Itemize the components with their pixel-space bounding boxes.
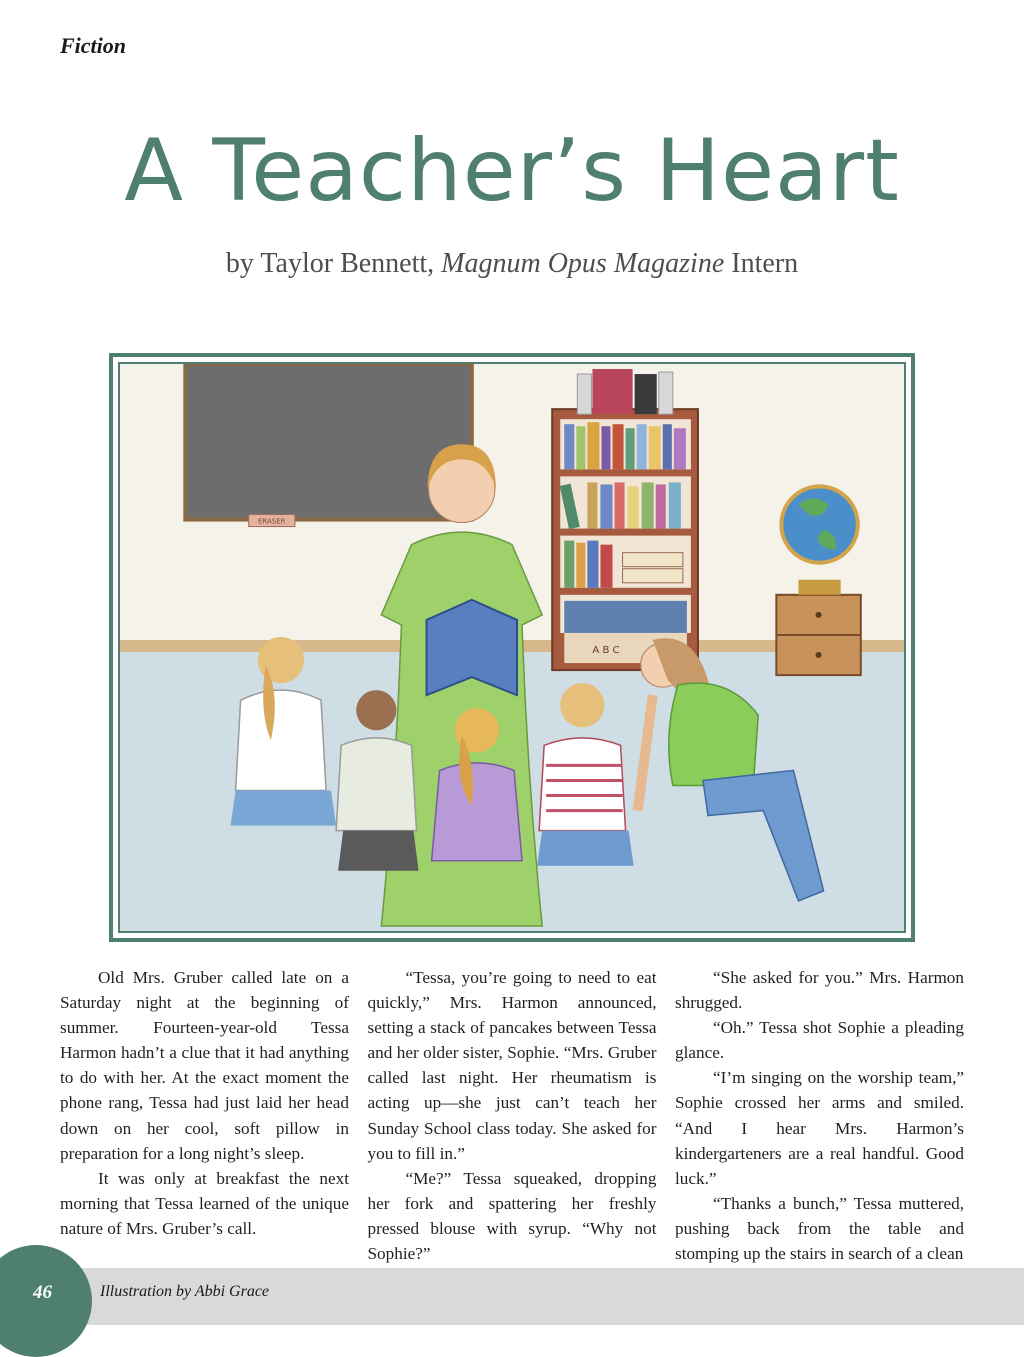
illustration-credit: Illustration by Abbi Grace: [100, 1283, 270, 1300]
page-number: 46: [33, 1282, 52, 1303]
illustration-frame: [109, 353, 915, 942]
column-1: [60, 965, 349, 1266]
classroom-illustration: [120, 364, 904, 931]
paragraph: “I’m singing on the worship team,” Sophie crossed her arms and smiled. “And I hear Mrs. Harmon’s kindergarteners are a real handful. Good luck.”: [675, 1068, 964, 1188]
paragraph: “She asked for you.” Mrs. Harmon shrugged.: [675, 968, 964, 1013]
byline-suffix: Intern: [724, 248, 799, 279]
paragraph: Old Mrs. Gruber called late on a Saturday night at the beginning of summer. Fourteen-year-old Tessa Harmon hadn’t a clue that it had anything to do with her. At the exact moment the phone rang, Tessa had just laid her head down on her cool, soft pillow in preparation for a long night’s sleep.: [60, 968, 349, 1163]
byline-prefix: by Taylor Bennett,: [225, 248, 442, 279]
column-2: [368, 965, 657, 1266]
section-label: Fiction: [60, 33, 127, 58]
paragraph: “Tessa, you’re going to need to eat quickly,” Mrs. Harmon announced, setting a stack of pancakes between Tessa and her older sister, Sophie. “Mrs. Gruber called last night. Her rheumatism is acting up—she just can’t teach her Sunday School class today. She asked for you to fill in.”: [367, 968, 657, 1163]
books-label: A B C: [592, 645, 620, 657]
paragraph: “Thanks a bunch,” Tessa muttered, pushing back from the table and stomping up the stairs in search of a clean: [675, 1193, 964, 1264]
illustration: [118, 362, 906, 933]
article-title: A Teacher’s Heart: [124, 121, 900, 221]
byline: [0, 248, 1024, 280]
bookshelf: [552, 369, 698, 670]
paragraph: “Me?” Tessa squeaked, dropping her fork and spattering her freshly pressed blouse with syrup. “Why not Sophie?”: [367, 1168, 657, 1264]
paragraph: “Oh.” Tessa shot Sophie a pleading glance.: [675, 1018, 964, 1063]
byline-publication: Magnum Opus Magazine: [441, 248, 725, 279]
column-3: [675, 965, 964, 1266]
article-body: [60, 965, 964, 1266]
eraser-label: ERASER: [257, 516, 286, 526]
paragraph: It was only at breakfast the next morning that Tessa learned of the unique nature of Mrs. Gruber’s call.: [60, 1168, 349, 1238]
